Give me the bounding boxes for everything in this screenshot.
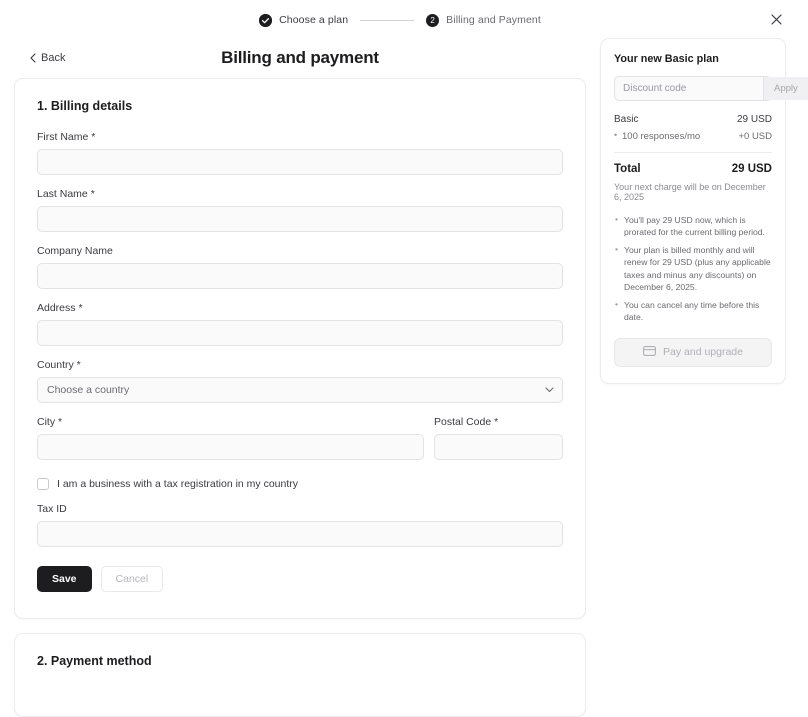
- city-postal-row: [37, 416, 563, 473]
- first-name-input[interactable]: [37, 149, 563, 175]
- field-country: [37, 359, 563, 403]
- stepper-step-billing-payment[interactable]: [426, 14, 541, 27]
- stepper-step-choose-plan[interactable]: [259, 14, 348, 27]
- order-summary-card: [600, 38, 798, 384]
- tax-id-label: Tax ID: [37, 503, 67, 515]
- summary-divider: [614, 152, 772, 153]
- company-name-label: Company Name: [37, 245, 113, 257]
- field-tax-id: [37, 503, 563, 547]
- discount-code-row: [614, 76, 798, 101]
- save-button[interactable]: Save: [37, 566, 92, 592]
- summary-total-row: [614, 163, 772, 175]
- summary-note: • Your plan is billed monthly and will renew for 29 USD (plus any applicable taxes and minus any discounts) on December 6, 2025.: [624, 244, 772, 294]
- business-tax-row: [37, 478, 563, 490]
- last-name-input[interactable]: [37, 206, 563, 232]
- right-column: [600, 38, 798, 384]
- checkout-stepper: [0, 0, 800, 32]
- billing-details-title: 1. Billing details: [37, 99, 133, 113]
- close-icon[interactable]: [766, 9, 786, 29]
- next-charge-text: Your next charge will be on December 6, 2025: [614, 182, 766, 202]
- billing-details-card: [14, 78, 586, 619]
- summary-note: • You can cancel any time before this date.: [624, 299, 772, 324]
- payment-method-card: [14, 633, 586, 717]
- address-label: Address *: [37, 302, 83, 314]
- postal-code-label: Postal Code *: [434, 416, 499, 428]
- field-first-name: [37, 131, 563, 175]
- cancel-button[interactable]: Cancel: [101, 566, 164, 592]
- last-name-label: Last Name *: [37, 188, 95, 200]
- city-input[interactable]: [37, 434, 424, 460]
- summary-line-responses: [614, 131, 772, 142]
- business-tax-label[interactable]: I am a business with a tax registration in my country: [57, 478, 299, 490]
- city-label: City *: [37, 416, 63, 428]
- postal-code-input[interactable]: [434, 434, 563, 460]
- country-label: Country *: [37, 359, 81, 371]
- pay-and-upgrade-label: Pay and upgrade: [663, 346, 743, 359]
- summary-note: • You'll pay 29 USD now, which is prorated for the current billing period.: [624, 214, 772, 239]
- summary-line-responses-value: +0 USD: [738, 131, 772, 142]
- discount-code-input[interactable]: [615, 77, 763, 100]
- page-body: [0, 32, 800, 717]
- chevron-left-icon: [30, 53, 36, 63]
- tax-id-input[interactable]: [37, 521, 563, 547]
- stepper-connector: [360, 20, 414, 21]
- summary-total-label: Total: [614, 163, 641, 175]
- country-select-wrap: [37, 377, 563, 403]
- summary-line-responses-label: • 100 responses/mo: [622, 131, 701, 142]
- stepper-label-billing-payment: Billing and Payment: [446, 14, 541, 26]
- summary-notes: [614, 214, 772, 324]
- back-button[interactable]: [30, 52, 65, 64]
- address-input[interactable]: [37, 320, 563, 346]
- pay-and-upgrade-button[interactable]: [614, 338, 772, 367]
- first-name-label: First Name *: [37, 131, 96, 143]
- summary-total-value: 29 USD: [731, 163, 772, 175]
- business-tax-checkbox[interactable]: [37, 478, 49, 490]
- field-last-name: [37, 188, 563, 232]
- company-name-input[interactable]: [37, 263, 563, 289]
- apply-discount-button[interactable]: Apply: [763, 77, 808, 100]
- field-company-name: [37, 245, 563, 289]
- page-title: Billing and payment: [221, 48, 379, 67]
- credit-card-icon: [643, 346, 656, 359]
- page-header: [14, 38, 586, 78]
- field-address: [37, 302, 563, 346]
- summary-title: Your new Basic plan: [614, 53, 719, 65]
- summary-line-basic-label: Basic: [614, 114, 639, 125]
- summary-line-basic: [614, 114, 772, 125]
- step-number-badge: 2: [426, 14, 439, 27]
- summary-line-basic-value: 29 USD: [736, 114, 772, 125]
- country-select[interactable]: [37, 377, 563, 403]
- back-button-label: Back: [41, 52, 66, 64]
- left-column: [14, 38, 586, 717]
- stepper-label-choose-plan: Choose a plan: [279, 14, 349, 26]
- field-postal-code: [434, 416, 563, 460]
- form-actions: [37, 566, 563, 592]
- check-icon: [259, 14, 272, 27]
- payment-method-title: 2. Payment method: [37, 654, 152, 668]
- field-city: [37, 416, 424, 460]
